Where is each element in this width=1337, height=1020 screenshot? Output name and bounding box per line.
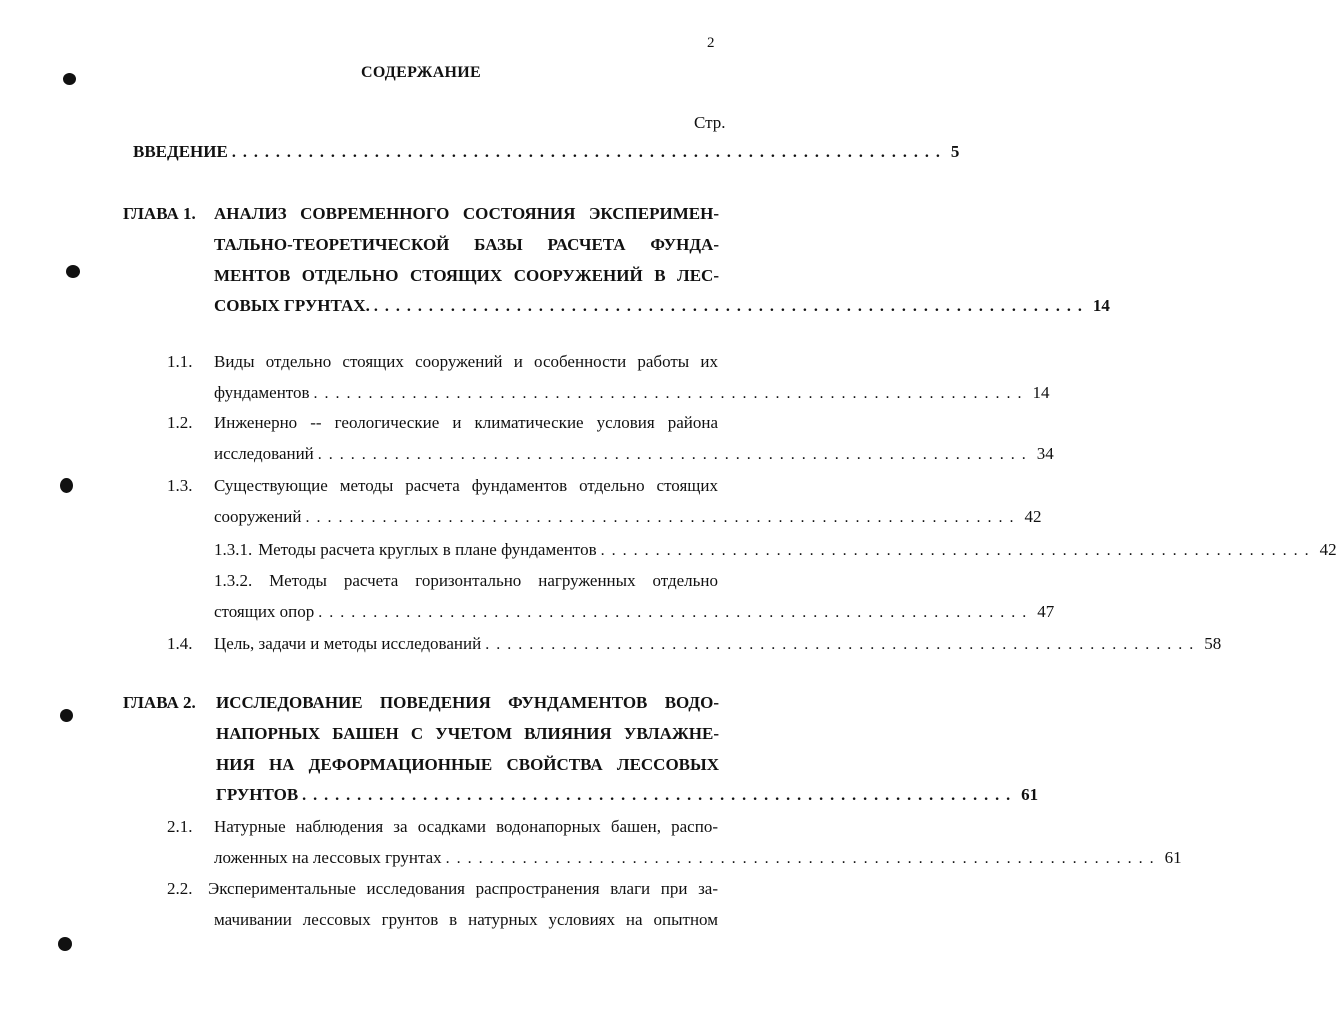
punch-hole-mark [58, 937, 72, 951]
subsection-last-line [214, 602, 1055, 622]
section-title-line: Существующие методы расчета фундаментов отдельно стоящих [214, 476, 718, 495]
section-title-line: мачивании лессовых грунтов в натурных условиях на опытном [214, 910, 718, 929]
section-number: 2.2. [167, 879, 193, 898]
subsection-page: 42 [1319, 540, 1337, 559]
section-page: 34 [1036, 444, 1054, 463]
punch-hole-mark [66, 265, 80, 278]
leader-dots: ................................................................. [318, 604, 1034, 621]
chapter-1-last-line [214, 296, 1110, 316]
page-number: 2 [707, 35, 715, 51]
section-number: 1.4. [167, 634, 193, 653]
subsection-number: 1.3.2. [214, 571, 253, 590]
chapter-1-title-line: ТАЛЬНО-ТЕОРЕТИЧЕСКОЙ БАЗЫ РАСЧЕТА ФУНДА- [214, 235, 719, 254]
subsection-title-line: стоящих опор [214, 602, 315, 621]
chapter-1-title-line: СОВЫХ ГРУНТАХ. [214, 296, 370, 315]
section-title-line: Натурные наблюдения за осадками водонапорных башен, распо- [214, 817, 718, 836]
section-number: 2.1. [167, 817, 193, 836]
leader-dots: ................................................................. [373, 298, 1089, 315]
section-page: 58 [1204, 634, 1222, 653]
section-title-line: Инженерно -- геологические и климатические условия района [214, 413, 718, 432]
punch-hole-mark [60, 478, 73, 493]
leader-dots: ................................................................. [485, 636, 1201, 653]
toc-intro [133, 142, 960, 162]
section-last-line [214, 507, 1042, 527]
chapter-2-page: 61 [1021, 785, 1039, 804]
leader-dots: ................................................................. [231, 144, 947, 161]
section-title-line: фундаментов [214, 383, 310, 402]
leader-dots: ................................................................. [445, 850, 1161, 867]
section-title: Цель, задачи и методы исследований [214, 634, 482, 653]
chapter-2-number: ГЛАВА 2. [123, 693, 196, 712]
punch-hole-mark [63, 73, 76, 85]
subsection-number: 1.3.1. [214, 540, 253, 559]
leader-dots: ................................................................. [313, 385, 1029, 402]
chapter-2-title-line: НИЯ НА ДЕФОРМАЦИОННЫЕ СВОЙСТВА ЛЕССОВЫХ [216, 755, 719, 774]
chapter-1-title-line: АНАЛИЗ СОВРЕМЕННОГО СОСТОЯНИЯ ЭКСПЕРИМЕН- [214, 204, 719, 223]
section-title-line: Виды отдельно стоящих сооружений и особенности работы их [214, 352, 718, 371]
section-number: 1.3. [167, 476, 193, 495]
chapter-2-title-line: ИССЛЕДОВАНИЕ ПОВЕДЕНИЯ ФУНДАМЕНТОВ ВОДО- [216, 693, 719, 712]
subsection-line [214, 540, 1337, 560]
chapter-2-title-line: НАПОРНЫХ БАШЕН С УЧЕТОМ ВЛИЯНИЯ УВЛАЖНЕ- [216, 724, 719, 743]
leader-dots: ................................................................. [317, 446, 1033, 463]
section-page: 61 [1164, 848, 1182, 867]
toc-intro-label: ВВЕДЕНИЕ [133, 142, 228, 161]
chapter-1-page: 14 [1092, 296, 1110, 315]
toc-intro-page: 5 [950, 142, 960, 161]
page-column-label: Стр. [694, 113, 726, 132]
leader-dots: ................................................................. [302, 787, 1018, 804]
chapter-2-last-line [216, 785, 1039, 805]
subsection-page: 47 [1037, 602, 1055, 621]
section-title-line: исследований [214, 444, 314, 463]
chapter-2-title-line: ГРУНТОВ [216, 785, 299, 804]
chapter-1-title-line: МЕНТОВ ОТДЕЛЬНО СТОЯЩИХ СООРУЖЕНИЙ В ЛЕС- [214, 266, 719, 285]
section-last-line [214, 444, 1054, 464]
subsection-title: Методы расчета горизонтально нагруженных отдельно [269, 571, 718, 590]
leader-dots: ................................................................. [600, 542, 1316, 559]
subsection-title: Методы расчета круглых в плане фундаментов [258, 540, 597, 559]
section-number: 1.2. [167, 413, 193, 432]
section-last-line [214, 848, 1182, 868]
subsection-first-line [214, 571, 718, 591]
section-number: 1.1. [167, 352, 193, 371]
page-title: СОДЕРЖАНИЕ [360, 64, 482, 81]
section-line [214, 634, 1222, 654]
section-title-line: ложенных на лессовых грунтах [214, 848, 442, 867]
leader-dots: ................................................................. [305, 509, 1021, 526]
section-title-line: сооружений [214, 507, 302, 526]
section-last-line [214, 383, 1050, 403]
chapter-1-number: ГЛАВА 1. [123, 204, 196, 223]
section-page: 42 [1024, 507, 1042, 526]
punch-hole-mark [60, 709, 73, 722]
section-title-line: Экспериментальные исследования распространения влаги при за- [208, 879, 718, 898]
section-page: 14 [1032, 383, 1050, 402]
